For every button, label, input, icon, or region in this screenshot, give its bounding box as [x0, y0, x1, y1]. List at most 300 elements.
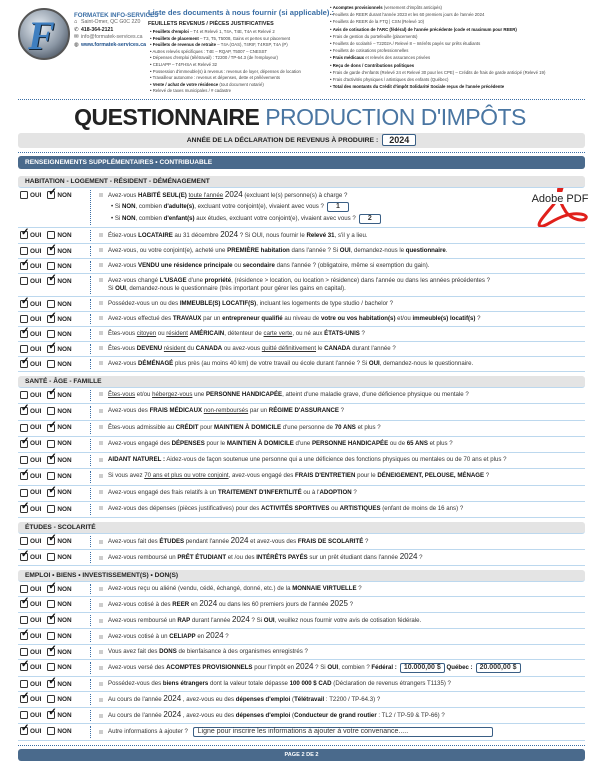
question-text: Avez-vous, ou votre conjoint(e), acheté une PREMIÈRE habitation dans l'année ? Si OUI, demandez-nous le questionnaire. — [99, 244, 585, 258]
underlined-text: toute l'année — [188, 192, 224, 199]
emphasis: VENDU une résidence principale — [138, 262, 233, 269]
bullet-icon — [99, 361, 103, 365]
dotted-divider — [90, 647, 91, 657]
emphasis: RAP — [177, 617, 191, 625]
emphasis: DÉNEIGEMENT, PELOUSE, MÉNAGE — [377, 472, 485, 480]
dotted-divider — [90, 584, 91, 594]
question-text: Vous avez fait des DONS de bienfaisance à des organismes enregistrés ? — [99, 645, 585, 659]
emphasis: DONS — [159, 648, 177, 656]
home-icon: ⌂ — [74, 19, 78, 26]
non-checkbox[interactable] — [47, 616, 55, 624]
dotted-divider — [90, 276, 91, 294]
bullet-icon — [99, 316, 103, 320]
emphasis: MAINTIEN À DOMICILE — [226, 439, 294, 447]
company-website[interactable]: www.formatek-services.ca — [81, 41, 146, 48]
question-text: Avez-vous des FRAIS MÉDICAUX non-remboursés par un RÉGIME D'ASSURANCE ? — [99, 404, 585, 418]
question-row: ✓ OUI NON Étiez-vous LOCATAIRE au 31 décembre 2024 ? Si OUI, nous fournir le Relevé 31, s'il y a lieu. — [18, 228, 585, 244]
emphasis: entrepreneur qualifié — [222, 315, 283, 322]
dotted-divider — [90, 504, 91, 515]
bullet-icon — [99, 650, 103, 654]
emphasis: IMMEUBLE(S) LOCATIF(S) — [179, 300, 257, 307]
emphasis: LOCATAIRE — [138, 232, 173, 239]
emphasis: Feuillets d'emploi — [152, 29, 189, 34]
additional-info-input[interactable]: Ligne pour inscrire les informations à ajouter à votre convenance..... — [193, 727, 493, 737]
answer-field[interactable]: 1 — [327, 202, 349, 212]
emphasis: Frais médicaux — [332, 55, 364, 61]
non-checkbox[interactable] — [47, 663, 55, 671]
document-item: • Feuillets de REER de la FTQ | CSN (Relevé 10) — [330, 18, 545, 25]
emphasis: Conducteur de grand routier — [294, 712, 377, 720]
question-text: Êtes-vous citoyen ou résident AMÉRICAIN, détenteur de carte verte, ou né aux ÉTATS-UNIS ? — [99, 327, 585, 341]
bullet-icon — [99, 635, 103, 639]
question-text: Avez-vous engagé des frais relatifs à un TRAITEMENT D'INFERTILITÉ ou à l'ADOPTION ? — [99, 486, 585, 500]
emphasis: OUI — [339, 247, 351, 254]
emphasis: ADOPTION — [319, 488, 352, 496]
question-row: OUI ✓ NON Avez-vous, ou votre conjoint(e), acheté une PREMIÈRE habitation dans l'année ? Si OUI, demandez-nous le questionnaire. — [18, 244, 585, 259]
oui-checkbox[interactable] — [20, 231, 28, 239]
emphasis: dépenses d'emploi — [235, 712, 291, 720]
document-item: • Vente / achat de votre résidence (tout document notarié) — [150, 82, 301, 89]
emphasis: HABITÉ SEUL(E) — [138, 192, 187, 199]
question-row: ✓ OUI NON Autre informations à ajouter ? Ligne pour inscrire les informations à ajouter à votre convenance..... — [18, 724, 585, 741]
document-item: • Frais de garde d'enfants (Relevé 24 et Relevé 30 pour les CPE) – Crédits de frais de garde anticipé (Relevé 19) — [330, 69, 545, 76]
non-checkbox[interactable] — [47, 191, 55, 199]
divider — [18, 99, 585, 100]
oui-checkbox[interactable] — [20, 262, 28, 270]
question-row: ✓ OUI NON Avez-vous des FRAIS MÉDICAUX non-remboursés par un RÉGIME D'ASSURANCE ? — [18, 404, 585, 420]
page-title: QUESTIONNAIRE PRODUCTION D'IMPÔTS — [74, 104, 526, 130]
question-row: ✓ OUI NON Avez-vous cotisé à un CELIAPP en 2024 ? — [18, 629, 585, 645]
section-header: HABITATION - LOGEMENT - RÉSIDENT - DÉMÉNAGEMENT — [18, 176, 585, 188]
non-checkbox[interactable] — [47, 585, 55, 593]
emphasis: OUI — [115, 285, 126, 292]
question-text: Avez-vous HABITÉ SEUL(E) toute l'année 2024 (excluant le(s) personne(s) à charge ? • Si NON, combien d'adulte(s), excluant votre conjoint(e), vivaient avec vous ? 1 • Si NON, combien d'enfant(s) aux études, excluant votre conjoint(e), vivaient avec vous ? 2 — [99, 188, 585, 227]
bullet-icon — [99, 409, 103, 413]
non-checkbox[interactable] — [47, 300, 55, 308]
dotted-divider — [90, 314, 91, 324]
emphasis: d'enfant(s) — [163, 215, 195, 222]
non-checkbox[interactable] — [47, 472, 55, 480]
emphasis: Québec : — [446, 664, 473, 672]
non-checkbox[interactable] — [47, 407, 55, 415]
answer-field[interactable]: 10.000,00 $ — [400, 663, 445, 673]
oui-checkbox[interactable] — [20, 330, 28, 338]
oui-checkbox[interactable] — [20, 489, 28, 497]
question-row: ✓ OUI NON Êtes-vous citoyen ou résident AMÉRICAIN, détenteur de carte verte, ou né aux ÉTATS-UNIS ? — [18, 327, 585, 342]
emphasis: Relevé 31 — [306, 232, 335, 239]
non-checkbox[interactable] — [47, 262, 55, 270]
question-text: Au cours de l'année 2024 , avez-vous eu des dépenses d'emploi (Télétravail : T2200 / TP-64.3) ? — [99, 692, 585, 707]
emphasis: d'adulte(s) — [163, 203, 195, 210]
document-item: • Frais de gestion du portefeuille (placements) — [330, 33, 545, 40]
question-text: Êtes-vous et/ou hébergez-vous une PERSONNE HANDICAPÉE, atteint d'une maladie grave, d'une déficience physique ou mentale ? — [99, 388, 585, 402]
emphasis: AMÉRICAIN — [189, 330, 225, 337]
question-text: Au cours de l'année 2024 , avez-vous eu des dépenses d'emploi (Conducteur de grand routier : TL2 / TP-59 & TP-66) ? — [99, 708, 585, 723]
question-text: AIDANT NATUREL : Aidez-vous de façon soutenue une personne qui a une déficience des fonctions physiques ou mentales ou de 70 ans et plus ? — [99, 453, 585, 467]
underlined-text: carte verte — [263, 330, 293, 337]
company-email[interactable]: info@formatek-services.ca — [81, 34, 143, 41]
non-checkbox[interactable] — [47, 600, 55, 608]
main-section-header: RENSEIGNEMENTS SUPPLÉMENTAIRES • CONTRIBUABLE — [18, 156, 585, 169]
emphasis: OUI — [263, 617, 275, 625]
question-text: Êtes-vous DEVENU résident du CANADA ou avez-vous quitté définitivement le CANADA durant l'année ? — [99, 342, 585, 356]
answer-field[interactable]: 2 — [359, 214, 381, 224]
bullet-icon — [99, 193, 103, 197]
underlined-text: citoyen — [136, 330, 157, 337]
oui-checkbox[interactable] — [20, 360, 28, 368]
document-item: • Acomptes provisionnels (versement d'impôts anticipés) — [330, 4, 545, 11]
question-row: OUI ✓ NON Possédez-vous des biens étrangers dont la valeur totale dépasse 100 000 $ CAD (Déclaration de revenus étrangers T1135) ? — [18, 677, 585, 692]
oui-checkbox[interactable] — [20, 472, 28, 480]
emphasis: TRAVAUX — [172, 315, 202, 322]
year-bar — [18, 133, 585, 148]
non-checkbox[interactable] — [47, 727, 55, 735]
bullet-icon — [99, 666, 103, 670]
emphasis: ACTIVITÉS SPORTIVES — [261, 505, 330, 513]
bullet-icon — [99, 278, 103, 282]
company-logo: F — [18, 8, 70, 60]
emphasis: OUI — [327, 664, 339, 672]
oui-checkbox[interactable] — [20, 277, 28, 285]
non-checkbox[interactable] — [47, 456, 55, 464]
oui-checkbox[interactable] — [20, 648, 28, 656]
document-item: • Autres relevés spécifiques : T4E – RQAP, T5007 – CNESST — [150, 49, 301, 56]
emphasis: PERSONNE HANDICAPÉE — [205, 391, 283, 398]
company-address: Saint-Omer, QC G0C 2Z0 — [81, 19, 141, 26]
year-value: 2024 — [205, 631, 224, 641]
question-row: ✓ OUI NON Avez-vous versé des ACOMPTES PROVISIONNELS pour l'impôt en 2024 ? Si OUI, combien ? Fédéral : 10.000,00 $ Québec : 20.000,00 $ — [18, 660, 585, 677]
dotted-divider — [90, 488, 91, 499]
question-text: Possédez-vous des biens étrangers dont la valeur totale dépasse 100 000 $ CAD (Déclaration de revenus étrangers T1135) ? — [99, 677, 585, 691]
bullet-icon — [99, 425, 103, 429]
company-phone: 418-364-2121 — [81, 26, 114, 33]
emphasis: ÉTUDES — [159, 538, 185, 546]
oui-checkbox[interactable] — [20, 505, 28, 513]
oui-checkbox[interactable] — [20, 247, 28, 255]
emphasis: Feuillets de revenus de retraite — [152, 42, 216, 48]
emphasis: ÉTATS-UNIS — [324, 330, 360, 337]
question-row: OUI ✓ NON Au cours de l'année 2024 , avez-vous eu des dépenses d'emploi (Conducteur de grand routier : TL2 / TP-59 & TP-66) ? — [18, 708, 585, 724]
question-text: Avez-vous fait des ÉTUDES pendant l'année 2024 et avez-vous des FRAIS DE SCOLARITÉ ? — [99, 534, 585, 549]
emphasis: Reçu de dons / Contributions politiques — [332, 62, 415, 68]
non-checkbox[interactable] — [47, 231, 55, 239]
document-item: • Feuillets de REER durant l'année 2023 et les 60 premiers jours de l'année 2024 — [330, 11, 545, 18]
dotted-divider — [90, 615, 91, 626]
question-text: Avez-vous reçu ou aliéné (vendu, cédé, échangé, donné, etc.) de la MONNAIE VIRTUELLE ? — [99, 582, 585, 596]
year-value: 2025 — [330, 599, 348, 609]
year-value: 2024 — [224, 190, 243, 199]
emphasis: FRAIS DE SCOLARITÉ — [297, 538, 364, 546]
bullet-icon — [99, 233, 103, 237]
emphasis: L'USAGE — [159, 277, 187, 284]
bullet-icon — [99, 682, 103, 686]
oui-checkbox[interactable] — [20, 456, 28, 464]
year-value: 2024 — [399, 552, 418, 562]
document-item — [330, 62, 545, 69]
company-name: FORMATEK INFO-SERVICES — [74, 12, 159, 19]
sub-question: • Si NON, combien d'enfant(s) aux études, excluant votre conjoint(e), vivaient avec vous ? 2 — [99, 214, 585, 224]
bullet-icon — [99, 331, 103, 335]
question-row: OUI ✓ NON Êtes-vous et/ou hébergez-vous une PERSONNE HANDICAPÉE, atteint d'une maladie grave, d'une déficience physique ou mentale ? — [18, 388, 585, 404]
oui-checkbox[interactable] — [20, 711, 28, 719]
non-checkbox[interactable] — [47, 360, 55, 368]
emphasis: DÉPENSES — [171, 439, 205, 447]
dotted-divider — [90, 471, 91, 482]
oui-checkbox[interactable] — [20, 663, 28, 671]
dotted-divider — [90, 423, 91, 434]
dotted-divider — [90, 536, 91, 547]
dotted-divider — [90, 679, 91, 689]
underlined-text: hébergez-vous — [152, 391, 193, 398]
oui-checkbox[interactable] — [20, 585, 28, 593]
non-checkbox[interactable] — [47, 424, 55, 432]
documents-subtitle: FEUILLETS REVENUS / PIÈCES JUSTIFICATIVES — [148, 21, 274, 27]
emphasis: ACOMPTES PROVISIONNELS — [166, 664, 253, 672]
dotted-divider — [90, 299, 91, 309]
non-checkbox[interactable] — [47, 489, 55, 497]
question-row: OUI ✓ NON Vous avez fait des DONS de bienfaisance à des organismes enregistrés ? — [18, 645, 585, 660]
year-value: 2024 — [295, 662, 314, 672]
questionnaire — [18, 172, 585, 741]
answer-field[interactable]: 20.000,00 $ — [476, 663, 521, 673]
document-item: • Dépenses d'emploi (télétravail) : T2200 / TP-64.3 (de l'employeur) — [150, 55, 301, 62]
oui-checkbox[interactable] — [20, 680, 28, 688]
dotted-divider — [90, 662, 91, 674]
oui-checkbox[interactable] — [20, 391, 28, 399]
emphasis: TRAITEMENT D'INFERTILITÉ — [217, 488, 302, 496]
question-row: ✓ OUI NON Avez-vous remboursé un PRÊT ÉTUDIANT et /ou des INTÉRÊTS PAYÉS sur un prêt étudiant dans l'année 2024 ? — [18, 550, 585, 566]
question-text: Êtes-vous admissible au CRÉDIT pour MAINTIEN À DOMICILE d'une personne de 70 ANS et plus ? — [99, 421, 585, 435]
question-row: ✓ OUI NON Avez-vous DÉMÉNAGÉ plus près (au moins 40 km) de votre travail ou école durant l'année ? Si OUI, demandez-nous le questionnaire. — [18, 357, 585, 372]
emphasis: 70 ANS — [334, 423, 356, 431]
email-icon: ✉ — [74, 34, 79, 41]
oui-checkbox[interactable] — [20, 424, 28, 432]
emphasis: propriété — [204, 277, 232, 284]
question-text: Avez-vous DÉMÉNAGÉ plus près (au moins 40 km) de votre travail ou école durant l'année ? Si OUI, demandez-nous le questionnaire. — [99, 357, 585, 371]
question-text: Avez-vous des dépenses (pièces justificatives) pour des ACTIVITÉS SPORTIVES ou ARTISTIQUES (enfant de moins de 16 ans) ? — [99, 502, 585, 516]
bullet-icon — [99, 392, 103, 396]
oui-checkbox[interactable] — [20, 300, 28, 308]
dotted-divider — [90, 455, 91, 466]
question-row: OUI ✓ NON Êtes-vous DEVENU résident du CANADA ou avez-vous quitté définitivement le CANADA durant l'année ? — [18, 342, 585, 357]
underlined-text: 70 ans et plus ou votre conjoint — [144, 472, 229, 480]
underlined-text: Êtes-vous — [108, 391, 136, 398]
bullet-icon — [99, 458, 103, 462]
bullet-icon — [99, 603, 103, 607]
bullet-icon — [99, 730, 103, 734]
dotted-divider — [90, 552, 91, 563]
bullet-icon — [99, 540, 103, 544]
question-row: OUI ✓ NON Avez-vous reçu ou aliéné (vendu, cédé, échangé, donné, etc.) de la MONNAIE VIRTUELLE ? — [18, 582, 585, 597]
bullet-icon — [99, 714, 103, 718]
question-row: OUI ✓ NON AIDANT NATUREL : Aidez-vous de façon soutenue une personne qui a une déficience des fonctions physiques ou mentales ou de 70 ans et plus ? — [18, 453, 585, 469]
emphasis: dépenses d'emploi — [235, 696, 291, 704]
dotted-divider — [90, 190, 91, 225]
question-row: OUI ✓ NON Avez-vous remboursé un RAP durant l'année 2024 ? Si OUI, veuillez nous fournir votre avis de cotisation fédérale. — [18, 613, 585, 629]
bullet-icon — [99, 506, 103, 510]
question-text: Avez-vous engagé des DÉPENSES pour le MAINTIEN À DOMICILE d'une PERSONNE HANDICAPÉE ou de 65 ANS et plus ? — [99, 437, 585, 451]
emphasis: CRÉDIT — [175, 423, 199, 431]
non-checkbox[interactable] — [47, 695, 55, 703]
bullet-icon — [99, 619, 103, 623]
non-checkbox[interactable] — [47, 391, 55, 399]
document-item: • Frais médicaux et relevés des assurances privées — [330, 54, 545, 61]
bullet-icon — [99, 490, 103, 494]
emphasis: questionnaire — [405, 247, 446, 254]
question-text: Avez-vous remboursé un RAP durant l'année 2024 ? Si OUI, veuillez nous fournir votre avis de cotisation fédérale. — [99, 613, 585, 628]
emphasis: secondaire — [242, 262, 275, 269]
underlined-text: résident — [166, 330, 188, 337]
non-checkbox[interactable] — [47, 680, 55, 688]
question-text: Avez-vous remboursé un PRÊT ÉTUDIANT et /ou des INTÉRÊTS PAYÉS sur un prêt étudiant dans l'année 2024 ? — [99, 550, 585, 565]
emphasis: MAINTIEN À DOMICILE — [214, 423, 282, 431]
emphasis: Avis de cotisation de l'ARC (fédéral) de l'année précédente (code et maximum pour REER) — [332, 26, 517, 32]
non-checkbox[interactable] — [47, 632, 55, 640]
emphasis: INTÉRÊTS PAYÉS — [256, 554, 308, 562]
oui-checkbox[interactable] — [20, 553, 28, 561]
company-info — [74, 12, 158, 49]
emphasis: Fédéral : — [371, 664, 397, 672]
bullet-icon — [99, 248, 103, 252]
bullet-icon — [99, 474, 103, 478]
document-item: • Feuillets de cotisations professionnelles — [330, 47, 545, 54]
question-row: OUI ✓ NON Avez-vous HABITÉ SEUL(E) toute l'année 2024 (excluant le(s) personne(s) à charge ? • Si NON, combien d'adulte(s), excluant votre conjoint(e), vivaient avec vous ? 1 • Si NON, combien d'enfant(s) aux études, excluant votre conjoint(e), vivaient avec vous ? 2 — [18, 188, 585, 228]
non-checkbox[interactable] — [47, 315, 55, 323]
oui-checkbox[interactable] — [20, 695, 28, 703]
dotted-divider — [90, 344, 91, 354]
non-checkbox[interactable] — [47, 553, 55, 561]
non-checkbox[interactable] — [47, 505, 55, 513]
non-checkbox[interactable] — [47, 277, 55, 285]
question-row: OUI ✓ NON Avez-vous effectué des TRAVAUX par un entrepreneur qualifié au niveau de votre ou vos habitation(s) et/ou immeuble(s) locatif(s) ? — [18, 312, 585, 327]
section-header: EMPLOI • BIENS • INVESTISSEMENT(S) • DON(S) — [18, 570, 585, 582]
dotted-divider — [90, 694, 91, 705]
emphasis: FRAIS D'ENTRETIEN — [295, 472, 356, 480]
non-checkbox[interactable] — [47, 247, 55, 255]
bullet-icon — [99, 587, 103, 591]
bullet-icon — [99, 346, 103, 350]
non-checkbox[interactable] — [47, 345, 55, 353]
emphasis: PERSONNE HANDICAPÉE — [311, 439, 389, 447]
question-row: ✓ OUI NON Avez-vous des dépenses (pièces justificatives) pour des ACTIVITÉS SPORTIVES ou ARTISTIQUES (enfant de moins de 16 ans) ? — [18, 502, 585, 518]
emphasis: Total des montants du Crédit d'impôt Solidarité Sociale reçus de l'année précédente — [332, 84, 505, 90]
dotted-divider — [90, 359, 91, 369]
question-row: ✓ OUI NON Au cours de l'année 2024 , avez-vous eu des dépenses d'emploi (Télétravail : T2200 / TP-64.3) ? — [18, 692, 585, 708]
question-text: Avez-vous cotisé à des REER en 2024 ou dans les 60 premiers jours de l'année 2025 ? — [99, 597, 585, 612]
oui-checkbox[interactable] — [20, 407, 28, 415]
bullet-icon — [99, 698, 103, 702]
bullet-icon — [99, 556, 103, 560]
non-checkbox[interactable] — [47, 537, 55, 545]
oui-checkbox[interactable] — [20, 315, 28, 323]
emphasis: CANADA — [324, 345, 351, 352]
documents-list-left — [150, 29, 301, 95]
documents-title: Liste des documents à nous fournir (si applicable) : — [148, 8, 335, 17]
svg-text:Adobe PDF: Adobe PDF — [531, 193, 589, 205]
question-row: ✓ OUI NON Avez-vous cotisé à des REER en 2024 ou dans les 60 premiers jours de l'année 2025 ? — [18, 597, 585, 613]
document-item: • Feuillets de scolarité – T2202A / Relevé 8 – Intérêts payés sur prêts étudiants — [330, 40, 545, 47]
emphasis: 65 ANS — [406, 439, 428, 447]
dotted-divider — [90, 329, 91, 339]
emphasis: Vente / achat de votre résidence — [152, 81, 219, 87]
emphasis: Télétravail — [294, 696, 325, 704]
document-item: • Travailleur autonome : revenus et dépenses, dette et prélèvements — [150, 75, 301, 82]
emphasis: FRAIS MÉDICAUX — [149, 407, 203, 415]
bullet-icon — [99, 441, 103, 445]
dotted-divider — [90, 710, 91, 721]
year-value: 2024 — [199, 599, 218, 609]
question-text: Si vous avez 70 ans et plus ou votre conjoint, avez-vous engagé des FRAIS D'ENTRETIEN pour le DÉNEIGEMENT, PELOUSE, MÉNAGE ? — [99, 469, 585, 483]
dotted-divider — [90, 230, 91, 241]
question-text: Possédez-vous un ou des IMMEUBLE(S) LOCATIF(S), incluant les logements de type studio / bachelor ? — [99, 297, 585, 311]
oui-checkbox[interactable] — [20, 191, 28, 199]
emphasis: Acomptes provisionnels — [332, 5, 383, 10]
emphasis: AIDANT NATUREL : — [108, 456, 165, 464]
globe-icon: ◍ — [74, 41, 79, 48]
bullet-icon — [99, 301, 103, 305]
year-value: 2024 — [232, 615, 250, 625]
document-item: • Possession d'immeuble(s) à revenus : revenus de loyer, dépenses de location — [150, 69, 301, 76]
emphasis: DEVENU — [136, 345, 163, 352]
oui-checkbox[interactable] — [20, 600, 28, 608]
document-item: • Frais d'activités physiques / artistiques des enfants (Québec) — [330, 76, 545, 83]
document-item: • Relevé de taxes municipales / # cadastre — [150, 88, 301, 95]
year-field[interactable]: 2024 — [382, 134, 416, 146]
emphasis: votre ou vos habitation(s) — [320, 315, 396, 322]
emphasis: CANADA — [195, 345, 223, 352]
non-checkbox[interactable] — [47, 440, 55, 448]
dotted-divider — [90, 599, 91, 610]
non-checkbox[interactable] — [47, 648, 55, 656]
dotted-divider — [90, 726, 91, 738]
year-label: ANNÉE DE LA DÉCLARATION DE REVENUS À PRODUIRE : — [186, 137, 379, 144]
year-value: 2024 — [163, 694, 182, 704]
oui-checkbox[interactable] — [20, 632, 28, 640]
oui-checkbox[interactable] — [20, 537, 28, 545]
document-item — [330, 83, 545, 90]
question-text: Avez-vous VENDU une résidence principale ou secondaire dans l'année ? (obligatoire, même si exemption du gain). — [99, 259, 585, 273]
oui-checkbox[interactable] — [20, 345, 28, 353]
divider — [18, 745, 585, 746]
question-row: OUI ✓ NON Êtes-vous admissible au CRÉDIT pour MAINTIEN À DOMICILE d'une personne de 70 ANS et plus ? — [18, 421, 585, 437]
non-checkbox[interactable] — [47, 711, 55, 719]
oui-checkbox[interactable] — [20, 440, 28, 448]
bullet-icon — [99, 263, 103, 267]
year-value: 2024 — [220, 230, 239, 239]
emphasis: MONNAIE VIRTUELLE — [292, 585, 357, 593]
document-item — [330, 26, 545, 33]
sub-question: • Si NON, combien d'adulte(s), excluant votre conjoint(e), vivaient avec vous ? 1 — [99, 202, 585, 212]
oui-checkbox[interactable] — [20, 727, 28, 735]
question-text: Avez-vous effectué des TRAVAUX par un entrepreneur qualifié au niveau de votre ou vos habitation(s) et/ou immeuble(s) locatif(s) ? — [99, 312, 585, 326]
question-text: Avez-vous changé L'USAGE d'une propriété, (résidence > location, ou location > résidence) dans l'année ou dans les années précédentes ? Si OUI, demandez-nous le questionnaire (très important pour gérer les gains en capital). — [99, 274, 585, 296]
dotted-divider — [90, 261, 91, 271]
dotted-divider — [90, 390, 91, 401]
underlined-text: quitté définitivement — [261, 345, 317, 352]
documents-list-right — [330, 4, 545, 90]
non-checkbox[interactable] — [47, 330, 55, 338]
oui-checkbox[interactable] — [20, 616, 28, 624]
question-row: ✓ OUI NON Avez-vous VENDU une résidence principale ou secondaire dans l'année ? (obligatoire, même si exemption du gain). — [18, 259, 585, 274]
question-text: Avez-vous cotisé à un CELIAPP en 2024 ? — [99, 629, 585, 644]
phone-icon: ✆ — [74, 26, 79, 33]
emphasis: NON — [121, 203, 136, 210]
underlined-text: non-remboursés — [203, 407, 249, 415]
year-value: 2024 — [230, 536, 249, 546]
document-item: • Feuillets d'emploi – T4 et Relevé 1, T4A, T4E, T4A et Relevé 2 — [150, 29, 301, 36]
section-header: ÉTUDES - SCOLARITÉ — [18, 522, 585, 534]
emphasis: ARTISTIQUES — [339, 505, 381, 513]
